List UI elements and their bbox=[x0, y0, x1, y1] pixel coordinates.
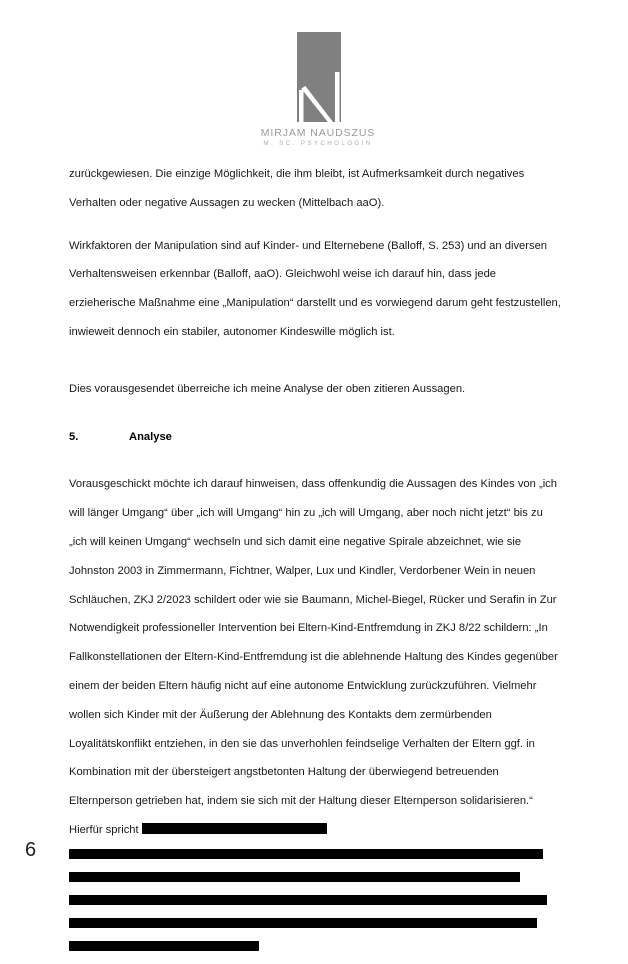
logo-name: MIRJAM NAUDSZUS bbox=[260, 127, 376, 139]
section-heading bbox=[69, 423, 561, 452]
paragraph-1: zurückgewiesen. Die einzige Möglichkeit, die ihm bleibt, ist Aufmerksamkeit durch negatives Verhalten oder negative Aussagen zu wecken (Mittelbach aaO). bbox=[69, 168, 525, 209]
redaction-bar bbox=[69, 895, 547, 905]
paragraph-4-text: Vorausgeschickt möchte ich darauf hinweisen, dass offenkundig die Aussagen des Kindes von „ich will länger Umgang“ über „ich will Umgang“ hin zu „ich will Umgang, aber noch nicht jetzt“ bis zu „ich will keinen Umgang“ wechseln und sich damit eine negative Spirale abzeichnet, wie sie Johnston 2003 in Zimmermann, Fichtner, Walper, Lux und Kindler, Verdorbener Wein in neuen Schläuchen, ZKJ 2/2023 schildert oder wie sie Baumann, Michel-Biegel, Rücker und Serafin in Zur Notwendigkeit professioneller Intervention bei Eltern-Kind-Entfremdung in ZKJ 8/22 schildern: „In Fallkonstellationen der Eltern-Kind-Entfremdung ist die ablehnende Haltung des Kindes gegenüber einem der beiden Eltern häufig nicht auf eine autonome Entwicklung zurückzuführen. Vielmehr wollen sich Kinder mit der Äußerung der Ablehnung des Kontakts dem zermürbenden Loyalitätskonflikt entziehen, in den sie das unverhohlen feindselige Verhalten der Eltern ggf. in Kombination mit der übersteigert angstbetonten Haltung der überwiegend betreuenden Elternperson getrieben hat, indem sie sich mit der Haltung dieser Elternperson solidarisieren.“ Hierfür spricht bbox=[69, 478, 558, 836]
section-number: 5. bbox=[69, 430, 79, 443]
redaction-bar bbox=[69, 941, 259, 951]
logo-subtitle: M. SC. PSYCHOLOGIN bbox=[263, 140, 373, 147]
redaction-block bbox=[69, 849, 561, 951]
logo bbox=[244, 28, 392, 150]
redaction-inline bbox=[142, 823, 327, 834]
redaction-bar bbox=[69, 872, 520, 882]
section-title: Analyse bbox=[129, 430, 172, 443]
paragraph-2: Wirkfaktoren der Manipulation sind auf Kinder- und Elternebene (Balloff, S. 253) und an diversen Verhaltensweisen erkennbar (Balloff, aaO). Gleichwohl weise ich darauf hin, dass jede erzieherische Maßnahme eine „Manipulation“ darstellt und es vorwiegend darum geht festzustellen, inwieweit dennoch ein stabiler, autonomer Kindeswille möglich ist. bbox=[69, 239, 561, 338]
paragraph-4 bbox=[69, 470, 561, 844]
spacer bbox=[69, 404, 561, 423]
letterhead bbox=[0, 0, 628, 155]
redaction-bar bbox=[69, 849, 543, 859]
paragraph-3: Dies vorausgesendet überreiche ich meine Analyse der oben zitieren Aussagen. bbox=[69, 382, 466, 395]
logo-n-mark-icon bbox=[297, 32, 341, 122]
letter-n-icon bbox=[289, 32, 349, 131]
document-body bbox=[69, 160, 561, 964]
spacer bbox=[69, 451, 561, 470]
page-number: 6 bbox=[25, 839, 37, 861]
redaction-bar bbox=[69, 918, 537, 928]
spacer bbox=[69, 347, 561, 375]
